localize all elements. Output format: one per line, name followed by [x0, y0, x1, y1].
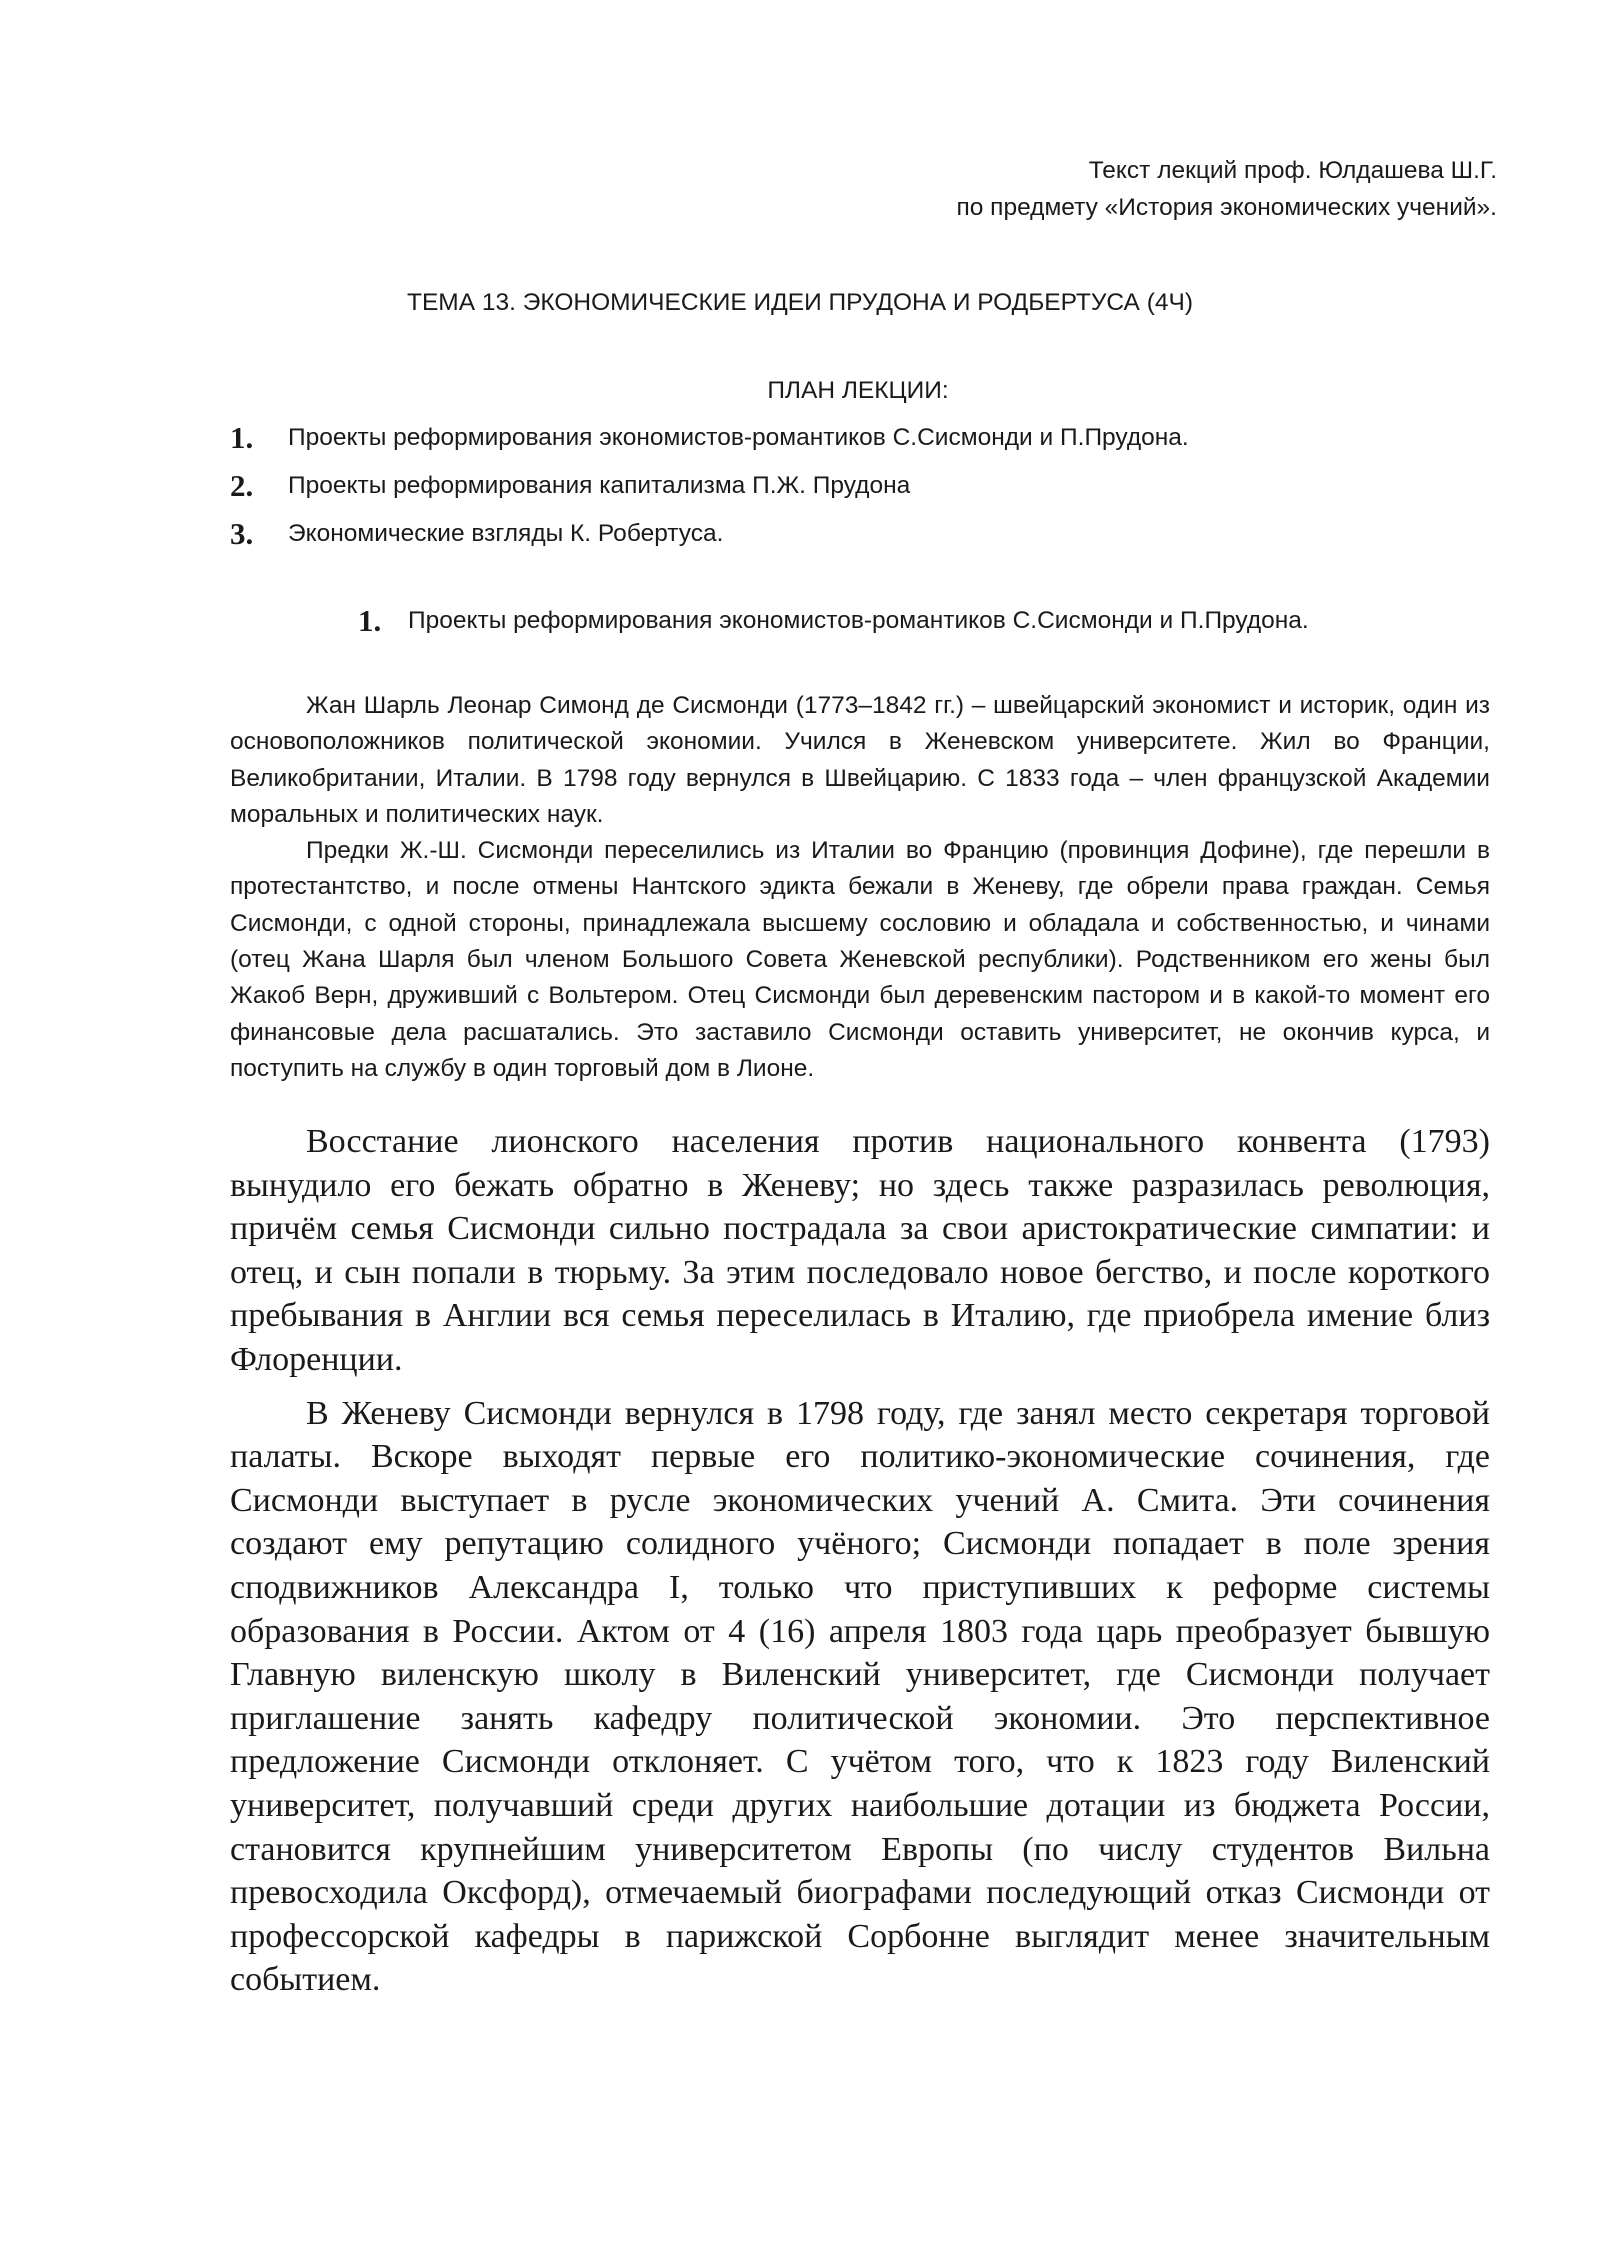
header-author-line: Текст лекций проф. Юлдашева Ш.Г.	[1088, 157, 1497, 184]
plan-item-text: Проекты реформирования капитализма П.Ж. Прудона	[288, 472, 911, 499]
section-heading	[358, 598, 1309, 644]
section-number: 1.	[358, 603, 382, 638]
plan-item-number: 3.	[230, 516, 254, 551]
plan-title: ПЛАН ЛЕКЦИИ:	[767, 377, 949, 404]
paragraph: Предки Ж.-Ш. Сисмонди переселились из Италии во Францию (провинция Дофине), где перешли в протестантство, и после отмены Нантского эдикта бежали в Женеву, где обрели права граждан. Семья Сисмонди, с одной стороны, принадлежала высшему сословию и обладала и собственностью, и чинами (отец Жана Шарля был членом Большого Совета Женевской республики). Родственником его жены был Жакоб Верн, друживший с Вольтером. Отец Сисмонди был деревенским пастором и в какой-то момент его финансовые дела расшатались. Это заставило Сисмонди оставить университет, не окончив курса, и поступить на службу в один торговый дом в Лионе.	[230, 837, 1490, 1082]
plan-item	[230, 414, 1189, 462]
header-subject-line: по предмету «История экономических учений».	[956, 194, 1497, 221]
paragraph: В Женеву Сисмонди вернулся в 1798 году, где занял место секретаря торговой палаты. Вскоре выходят первые его политико-экономические сочинения, где Сисмонди выступает в русле экономических учений А. Смита. Эти сочинения создают ему репутацию солидного учёного; Сисмонди попадает в поле зрения сподвижников Александра I, только что приступивших к реформе системы образования в России. Актом от 4 (16) апреля 1803 года царь преобразует бывшую Главную виленскую школу в Виленский университет, где Сисмонди получает приглашение занять кафедру политической экономии. Это перспективное предложение Сисмонди отклоняет. С учётом того, что к 1823 году Виленский университет, получавший среди других наибольшие дотации из бюджета России, становится крупнейшим университетом Европы (по числу студентов Вильна превосходила Оксфорд), отмечаемый биографами последующий отказ Сисмонди от профессорской кафедры в парижской Сорбонне выглядит менее значительным событием.	[230, 1394, 1490, 1999]
section-title: Проекты реформирования экономистов-романтиков С.Сисмонди и П.Прудона.	[408, 607, 1309, 634]
plan-list	[230, 414, 1189, 558]
body-text-sans	[230, 688, 1490, 1087]
plan-item-number: 2.	[230, 468, 254, 503]
body-text-serif	[230, 1120, 1490, 2012]
plan-item-text: Проекты реформирования экономистов-романтиков С.Сисмонди и П.Прудона.	[288, 424, 1189, 451]
plan-item-text: Экономические взгляды К. Робертуса.	[288, 520, 724, 547]
plan-item-number: 1.	[230, 420, 254, 455]
paragraph: Жан Шарль Леонар Симонд де Сисмонди (1773–1842 гг.) – швейцарский экономист и историк, один из основоположников политической экономии. Учился в Женевском университете. Жил во Франции, Великобритании, Италии. В 1798 году вернулся в Швейцарию. С 1833 года – член французской Академии моральных и политических наук.	[230, 692, 1490, 828]
plan-item	[230, 510, 1189, 558]
plan-item	[230, 462, 1189, 510]
document-header	[956, 152, 1497, 226]
topic-title: ТЕМА 13. ЭКОНОМИЧЕСКИЕ ИДЕИ ПРУДОНА И РОДБЕРТУСА (4Ч)	[407, 289, 1193, 316]
paragraph: Восстание лионского населения против национального конвента (1793) вынудило его бежать обратно в Женеву; но здесь также разразилась революция, причём семья Сисмонди сильно пострадала за свои аристократические симпатии: и отец, и сын попали в тюрьму. За этим последовало новое бегство, и после короткого пребывания в Англии вся семья переселилась в Италию, где приобрела имение близ Флоренции.	[230, 1123, 1490, 1378]
